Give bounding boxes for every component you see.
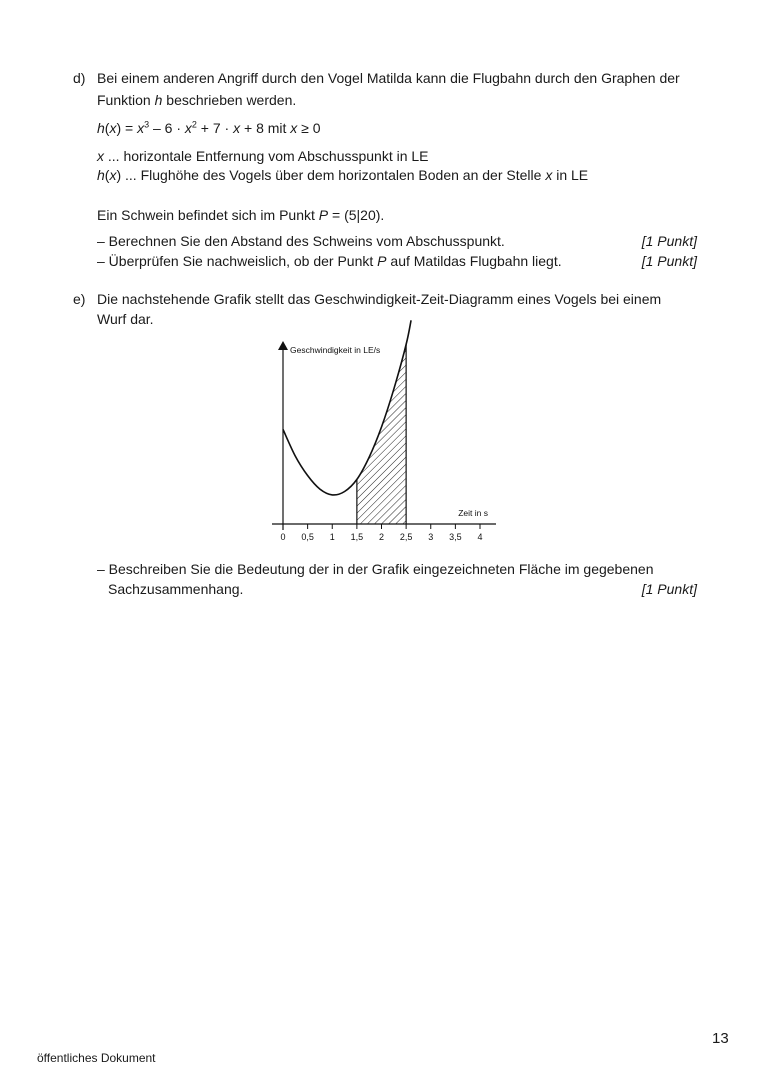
pig-position: Ein Schwein befindet sich im Punkt P = (5|20). (97, 207, 385, 223)
part-e-intro-line2: Wurf dar. (97, 311, 154, 327)
task-d2-points: [1 Punkt] (641, 253, 697, 269)
part-d-intro-line2: Funktion h beschrieben werden. (97, 92, 297, 108)
page-number: 13 (712, 1030, 729, 1047)
definition-h: h(x) ... Flughöhe des Vogels über dem horizontalen Boden an der Stelle x in LE (97, 167, 589, 183)
task-d1-points: [1 Punkt] (641, 233, 697, 249)
x-tick-label: 0,5 (301, 532, 314, 542)
x-tick-label: 4 (477, 532, 483, 542)
x-axis-ticks (283, 524, 480, 529)
x-tick-label: 0 (280, 532, 286, 542)
y-axis-arrow (278, 341, 288, 350)
task-e-line2: Sachzusammenhang. (108, 581, 244, 597)
x-tick-label: 2,5 (399, 532, 413, 542)
x-tick-label: 3 (428, 532, 434, 542)
x-tick-label: 1 (329, 532, 335, 542)
task-e-line1: – Beschreiben Sie die Bedeutung der in der Grafik eingezeichneten Fläche im gegebenen (97, 561, 654, 577)
x-tick-label: 1,5 (350, 532, 364, 542)
x-axis-tick-labels (280, 532, 482, 542)
definition-x: x ... horizontale Entfernung vom Abschusspunkt in LE (97, 148, 429, 164)
part-d-label: d) (73, 70, 86, 86)
part-d-intro-line1: Bei einem anderen Angriff durch den Vogel Matilda kann die Flugbahn durch den Graphen der (97, 70, 680, 86)
part-e-intro-line1: Die nachstehende Grafik stellt das Geschwindigkeit-Zeit-Diagramm eines Vogels bei einem (97, 291, 662, 307)
x-axis-label: Zeit in s (458, 508, 488, 518)
x-tick-label: 3,5 (449, 532, 462, 542)
x-tick-label: 2 (378, 532, 385, 542)
task-d1: – Berechnen Sie den Abstand des Schweins vom Abschusspunkt. (97, 233, 505, 249)
task-d2: – Überprüfen Sie nachweislich, ob der Punkt P auf Matildas Flugbahn liegt. (97, 253, 562, 269)
part-e-label: e) (73, 291, 86, 307)
y-axis-label: Geschwindigkeit in LE/s (290, 345, 381, 355)
task-e-points: [1 Punkt] (641, 581, 697, 597)
function-formula: $h(x) = x^3 - 6 \cdot x^2 + 7 \cdot x + 8$ mit x ≥ 0 (97, 119, 321, 136)
document-status: öffentliches Dokument (37, 1051, 156, 1065)
